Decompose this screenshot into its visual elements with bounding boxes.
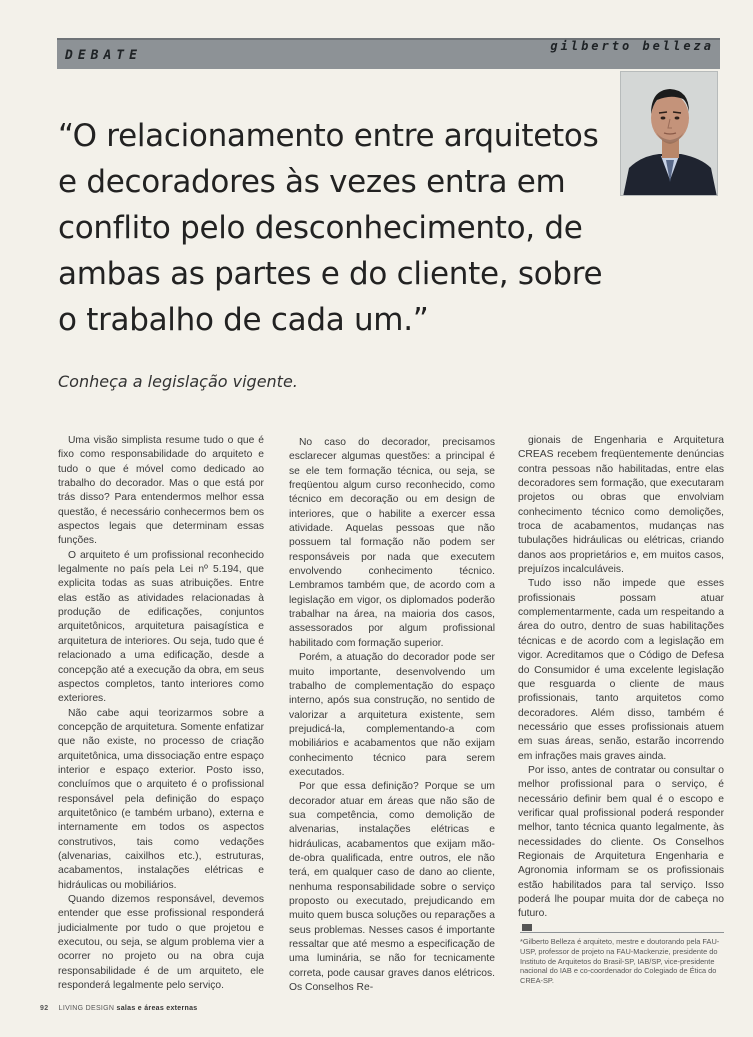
paragraph: Tudo isso não impede que esses profissionais possam atuar complementarmente, cada um respeitando a área do outro, dentro de suas habilitações técnicas e de acordo com a legislação em vigor. Acreditamos que o Código de Defesa do Consumidor é uma excelente legislação que resguarda o cliente de maus profissionais, tanto arquitetos como decoradores. Além disso, também é necessário que esses profissionais atuem em suas áreas, senão, estarão incorrendo em infrações mais graves ainda. [518, 578, 724, 762]
author-photo [620, 71, 718, 196]
section-header-bar [57, 38, 720, 69]
paragraph: No caso do decorador, precisamos esclarecer algumas questões: a principal é se ele tem formação técnica, ou seja, se freqüentou algum curso reconhecido, como técnico em decoração ou em design de interiores, que o habilite a exercer essa atividade. Aquelas pessoas que não possuem tal formação não podem ser responsáveis por nada que executem envolvendo conhecimento técnico. Lembramos também que, de acordo com a legislação em vigor, os diplomados poderão trabalhar na área, na maioria dos casos, assessorados por algum profissional habilitado com formação superior. [289, 437, 495, 649]
paragraph: Uma visão simplista resume tudo o que é fixo como responsabilidade do arquiteto e tudo o que é móvel como dedicado ao trabalho do decorador. Mas o que está por trás disso? Para entendermos melhor essa questão, é necessário conhecermos bem os aspectos legais que determinam essas funções. [58, 435, 264, 547]
magazine-title: salas e áreas externas [116, 1005, 198, 1012]
section-tag: DEBATE [65, 48, 142, 63]
paragraph: O arquiteto é um profissional reconhecido legalmente no país pela Lei nº 5.194, que explicita todas as suas atribuições. Entre elas estão as atividades relacionadas à produção de edificações, conjuntos arquitetônicos, arquitetura paisagística e arquitetura de interiores. Ou seja, tudo que é relacionado a uma edificação, desde a concepção até a execução da obra, em seus aspectos completos, tanto interiores como exteriores. [58, 549, 264, 705]
page-footer [40, 1005, 197, 1012]
paragraph: Por isso, antes de contratar ou consultar o melhor profissional para o serviço, é necessário definir bem qual é o escopo e verificar qual profissional poderá responder melhor, tanto técnica quanto legalmente, às necessidades do cliente. Os Conselhos Regionais de Arquitetura Engenharia e Agronomia informam se os profissionais estão habilitados para tal serviço. Isso poderá lhe poupar muita dor de cabeça no futuro. [518, 764, 724, 920]
pull-quote-headline: “O relacionamento entre arquitetos e decoradores às vezes entra em conflito pelo desconhecimento, de ambas as partes e do cliente, sobre o trabalho de cada um.” [58, 118, 603, 338]
paragraph: Quando dizemos responsável, devemos entender que esse profissional responderá judicialmente por tudo o que projetou e executou, ou seja, se algum problema vier a ocorrer no projeto ou na obra cuja responsabilidade é de um arquiteto, ele responderá legalmente pelo serviço. [58, 894, 264, 992]
author-bio-footnote: *Gilberto Belleza é arquiteto, mestre e doutorando pela FAU-USP, professor de projeto na FAU-Mackenzie, presidente do Instituto de Arquitetos do Brasil-SP, IAB/SP, vice-presidente nacional do IAB e co-coordenador do Colegiado de Ética do CREA-SP. [520, 932, 724, 986]
footer-label: LIVING DESIGN [58, 1005, 115, 1012]
subheadline: Conheça a legislação vigente. [58, 372, 298, 391]
author-name: gilberto belleza [550, 39, 714, 53]
paragraph: gionais de Engenharia e Arquitetura CREAS recebem freqüentemente denúncias contra pessoas não habilitadas, entre elas decoradores sem formação, que executaram projetos ou obras que envolviam conhecimento técnico como demolições, troca de acabamentos, mudanças nas tubulações hidráulicas ou elétricas, criando danos aos proprietários e, em muitos casos, prejuízos incalculáveis. [518, 435, 724, 576]
page-number: 92 [40, 1005, 49, 1012]
article-column-1 [58, 434, 264, 993]
article-column-3 [518, 434, 724, 936]
author-portrait-image [621, 72, 718, 196]
paragraph: Não cabe aqui teorizarmos sobre a concepção de arquitetura. Somente enfatizar que não existe, no processo de criação arquitetônica, uma dissociação entre espaço interior e espaço exterior. Posto isso, concluímos que o arquiteto é o profissional responsável pela definição do espaço arquitetônico (e também urbano), externa e internamente em todos os aspectos construtivos, tais como vedações (alvenarias, caixilhos etc.), estruturas, acabamentos, instalações elétricas e hidráulicas ou mobiliários. [58, 707, 264, 891]
paragraph: Por que essa definição? Porque se um decorador atuar em áreas que não são de sua competência, como demolição de alvenarias, instalações elétricas e hidráulicas, acabamentos que exijam mão-de-obra qualificada, entre outros, ele não terá, em qualquer caso de dano ao cliente, nenhuma responsabilidade sobre o serviço proposto ou executado, prejudicando em muito quem busca soluções ou reparações a seus problemas. Nesses casos é importante ressaltar que até mesmo a especificação de uma luminária, se não for tecnicamente correta, pode causar graves danos elétricos. Os Conselhos Re- [289, 781, 495, 994]
paragraph: Porém, a atuação do decorador pode ser muito importante, desenvolvendo um trabalho de complementação do espaço interno, após sua construção, no sentido de valorizar a arquitetura existente, sem prejudicá-la, complementando-a com mobiliários e acabamentos que não exijam conhecimento técnico para serem executados. [289, 652, 495, 778]
end-of-article-icon [522, 924, 532, 931]
article-column-2 [289, 436, 495, 995]
